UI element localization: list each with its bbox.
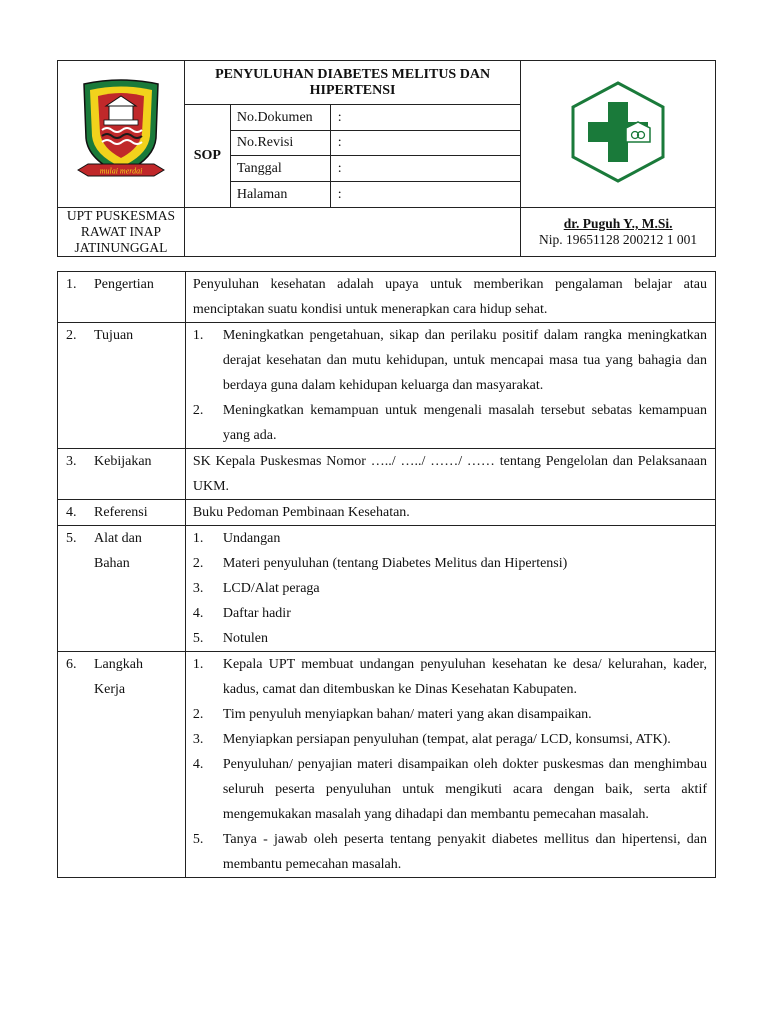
list-item: 4. Penyuluhan/ penyajian materi disampaikan oleh dokter puskesmas dan menghimbau seluruh peserta penyuluhan untuk mengikuti acara dengan baik, serta aktif mengemukakan masalah yang dihadapi dan membantu pemecahan masalah. — [192, 757, 707, 822]
regency-crest-icon — [76, 78, 166, 186]
tujuan-list — [193, 323, 707, 448]
section-title: Alat dan Bahan — [94, 531, 142, 571]
meta-label-halaman: Halaman — [230, 182, 330, 208]
section-number: 6. — [66, 657, 77, 672]
list-item: 2. Tim penyuluh menyiapkan bahan/ materi yang akan disampaikan. — [192, 707, 592, 722]
list-item: 4. Daftar hadir — [192, 606, 291, 621]
empty-cell — [184, 208, 520, 257]
list-item: 3. LCD/Alat peraga — [192, 581, 320, 596]
section-title: Tujuan — [94, 328, 134, 343]
section-text: Buku Pedoman Pembinaan Kesehatan. — [185, 500, 715, 526]
langkah-kerja-list — [193, 652, 707, 877]
document-title: PENYULUHAN DIABETES MELITUS DAN HIPERTENSI — [215, 66, 491, 98]
list-item: 5. Tanya - jawab oleh peserta tentang penyakit diabetes mellitus dan hipertensi, dan membantu pemecahan masalah. — [192, 832, 707, 872]
section-row-referensi — [58, 500, 716, 526]
regency-logo-cell — [58, 61, 185, 208]
section-row-langkah-kerja — [58, 652, 716, 878]
section-row-kebijakan — [58, 449, 716, 500]
puskesmas-logo-cell — [521, 61, 716, 208]
section-row-tujuan — [58, 323, 716, 449]
alat-bahan-list — [193, 526, 707, 651]
meta-value-halaman: : — [330, 182, 520, 208]
unit-name-cell — [58, 208, 185, 257]
list-item: 3. Menyiapkan persiapan penyuluhan (tempat, alat peraga/ LCD, konsumsi, ATK). — [192, 732, 671, 747]
puskesmas-logo-icon — [568, 80, 668, 184]
list-item: 2. Materi penyuluhan (tentang Diabetes Melitus dan Hipertensi) — [192, 556, 568, 571]
section-number: 3. — [66, 454, 77, 469]
meta-value-no-revisi: : — [330, 131, 520, 156]
sop-header-table — [57, 60, 716, 257]
section-row-pengertian — [58, 272, 716, 323]
section-text: SK Kepala Puskesmas Nomor …../ …../ ……/ …… tentang Pengelolan dan Pelaksanaan UKM. — [185, 449, 715, 500]
section-number: 1. — [66, 277, 77, 292]
list-item: 5. Notulen — [192, 631, 268, 646]
section-title: Kebijakan — [94, 454, 152, 469]
section-title: Langkah Kerja — [94, 657, 143, 697]
list-item: 2. Meningkatkan kemampuan untuk mengenali masalah tersebut sebatas kemampuan yang ada. — [192, 403, 707, 443]
sop-content-table — [57, 271, 716, 878]
list-item: 1. Meningkatkan pengetahuan, sikap dan perilaku positif dalam rangka meningkatkan derajat kesehatan dan mutu kehidupan, untuk mencapai masa tua yang bahagia dan berdaya guna dalam kehidupan keluarga dan masyarakat. — [192, 328, 707, 393]
unit-name-line1: UPT PUSKESMAS — [66, 208, 176, 223]
section-title: Referensi — [94, 505, 148, 520]
section-number: 2. — [66, 328, 77, 343]
section-number: 4. — [66, 505, 77, 520]
section-number: 5. — [66, 531, 77, 546]
meta-label-no-dokumen: No.Dokumen — [230, 105, 330, 131]
meta-label-tanggal: Tanggal — [230, 156, 330, 182]
unit-name-line3: JATINUNGGAL — [74, 240, 168, 255]
section-title: Pengertian — [94, 277, 154, 292]
list-item: 1. Kepala UPT membuat undangan penyuluhan kesehatan ke desa/ kelurahan, kader, kadus, camat dan ditembuskan ke Dinas Kesehatan Kabupaten. — [192, 657, 707, 697]
meta-value-tanggal: : — [330, 156, 520, 182]
document-title-cell — [184, 61, 520, 105]
signature-cell — [521, 208, 716, 257]
meta-label-no-revisi: No.Revisi — [230, 131, 330, 156]
signer-nip: Nip. 19651128 200212 1 001 — [539, 232, 698, 247]
section-row-alat-bahan — [58, 526, 716, 652]
meta-value-no-dokumen: : — [330, 105, 520, 131]
sop-label: SOP — [184, 105, 230, 208]
svg-text:mulai merdai: mulai merdai — [99, 166, 143, 175]
signer-name: dr. Puguh Y., M.Si. — [563, 216, 673, 231]
list-item: 1. Undangan — [192, 531, 281, 546]
section-text: Penyuluhan kesehatan adalah upaya untuk memberikan pengalaman belajar atau menciptakan suatu kondisi untuk menerapkan cara hidup sehat. — [185, 272, 715, 323]
unit-name-line2: RAWAT INAP — [80, 224, 161, 239]
